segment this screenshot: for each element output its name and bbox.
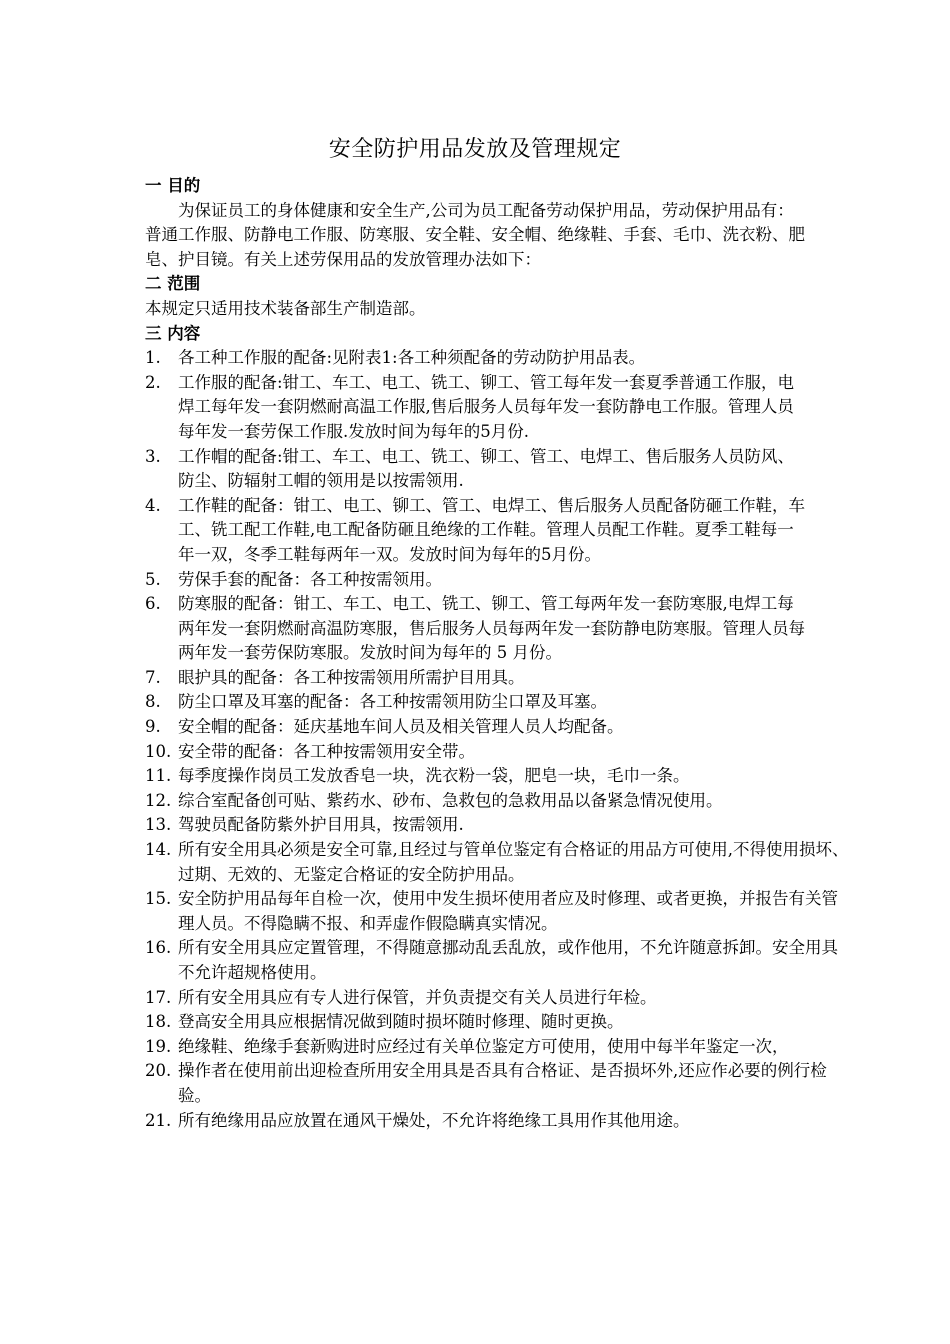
item-number: 15. [145, 889, 172, 909]
list-item [145, 740, 850, 765]
item-text: 所有绝缘用品应放置在通风干燥处，不允许将绝缘工具用作其他用途。 [178, 1110, 690, 1130]
item-number: 2. [145, 372, 161, 392]
list-item [145, 813, 850, 838]
document-title: 安全防护用品发放及管理规定 [328, 137, 622, 162]
document-body [145, 174, 850, 1133]
item-number: 10. [145, 741, 172, 761]
item-number: 18. [145, 1012, 172, 1032]
item-number: 14. [145, 840, 172, 860]
list-item [145, 592, 808, 666]
item-number: 21. [145, 1110, 172, 1130]
item-number: 20. [145, 1061, 172, 1081]
item-text: 登高安全用具应根据情况做到随时损坏随时修理、随时更换。 [178, 1012, 624, 1032]
item-number: 19. [145, 1036, 172, 1056]
item-number: 11. [145, 766, 172, 786]
section-text-scope: 本规定只适用技术装备部生产制造部。 [145, 298, 426, 318]
list-item [145, 838, 850, 887]
item-text: 所有安全用具应定置管理，不得随意挪动乱丢乱放，或作他用，不允许随意拆卸。安全用具不允许超规格使用。 [178, 938, 838, 982]
item-text: 安全带的配备：各工种按需领用安全带。 [178, 741, 475, 761]
item-text: 眼护具的配备：各工种按需领用所需护目用具。 [178, 667, 525, 687]
list-item [145, 445, 808, 494]
item-text: 操作者在使用前出迎检查所用安全用具是否具有合格证、是否损坏外,还应作必要的例行检验。 [178, 1061, 827, 1105]
item-number: 5. [145, 569, 161, 589]
item-text: 工作服的配备:钳工、车工、电工、铣工、铆工、管工每年发一套夏季普通工作服，电焊工每年发一套阴燃耐高温工作服,售后服务人员每年发一套防静电工作服。管理人员每年发一套劳保工作服.发放时间为每年的5月份. [178, 372, 795, 441]
item-text: 防寒服的配备：钳工、车工、电工、铣工、铆工、管工每两年发一套防寒服,电焊工每两年发一套阴燃耐高温防寒服，售后服务人员每两年发一套防静电防寒服。管理人员每两年发一套劳保防寒服。发放时间为每年的 5 月份。 [178, 594, 805, 663]
item-text: 综合室配备创可贴、紫药水、砂布、急救包的急救用品以备紧急情况使用。 [178, 790, 723, 810]
item-text: 工作鞋的配备：钳工、电工、铆工、管工、电焊工、售后服务人员配备防砸工作鞋，车工、铣工配工作鞋,电工配备防砸且绝缘的工作鞋。管理人员配工作鞋。夏季工鞋每一年一双，冬季工鞋每两年一双。发放时间为每年的5月份。 [178, 495, 805, 564]
item-number: 17. [145, 987, 172, 1007]
item-number: 8. [145, 692, 161, 712]
item-text: 绝缘鞋、绝缘手套新购进时应经过有关单位鉴定方可使用，使用中每半年鉴定一次， [178, 1036, 789, 1056]
item-text: 各工种工作服的配备:见附表1:各工种须配备的劳动防护用品表。 [178, 348, 646, 368]
list-item [145, 789, 850, 814]
item-text: 所有安全用具必须是安全可靠,且经过与管单位鉴定有合格证的用品方可使用,不得使用损坏、过期、无效的、无鉴定合格证的安全防护用品。 [178, 840, 849, 884]
list-item [145, 1010, 850, 1035]
item-text: 防尘口罩及耳塞的配备：各工种按需领用防尘口罩及耳塞。 [178, 692, 607, 712]
item-text: 安全防护用品每年自检一次，使用中发生损坏使用者应及时修理、或者更换，并报告有关管理人员。不得隐瞒不报、和弄虚作假隐瞒真实情况。 [178, 889, 838, 933]
item-text: 劳保手套的配备：各工种按需领用。 [178, 569, 442, 589]
section-text-purpose: 为保证员工的身体健康和安全生产,公司为员工配备劳动保护用品，劳动保护用品有：普通工作服、防静电工作服、防寒服、安全鞋、安全帽、绝缘鞋、手套、毛巾、洗衣粉、肥皂、护目镜。有关上述劳保用品的发放管理办法如下： [145, 200, 805, 269]
item-number: 3. [145, 446, 161, 466]
content-list [145, 346, 850, 1133]
list-item [145, 715, 850, 740]
section-heading-content: 三 内容 [145, 323, 201, 343]
list-item [145, 1109, 850, 1134]
list-item [145, 936, 850, 985]
list-item [145, 568, 850, 593]
item-text: 工作帽的配备:钳工、车工、电工、铣工、铆工、管工、电焊工、售后服务人员防风、防尘、防辐射工帽的领用是以按需领用. [178, 446, 795, 491]
list-item [145, 1035, 850, 1060]
item-number: 6. [145, 594, 161, 614]
item-text: 驾驶员配备防紫外护目用具，按需领用. [178, 815, 464, 835]
section-heading-purpose: 一 目的 [145, 176, 201, 195]
list-item [145, 666, 850, 691]
section-heading-scope: 二 范围 [145, 274, 201, 294]
item-text: 安全帽的配备：延庆基地车间人员及相关管理人员人均配备。 [178, 717, 624, 737]
item-number: 9. [145, 717, 161, 737]
list-item [145, 371, 808, 445]
list-item [145, 764, 850, 789]
list-item [145, 887, 850, 936]
list-item [145, 494, 808, 568]
item-number: 16. [145, 938, 172, 958]
item-number: 13. [145, 815, 172, 835]
item-number: 7. [145, 667, 161, 687]
list-item [145, 346, 850, 371]
item-number: 4. [145, 495, 161, 515]
item-text: 所有安全用具应有专人进行保管，并负责提交有关人员进行年检。 [178, 987, 657, 1007]
item-text: 每季度操作岗员工发放香皂一块，洗衣粉一袋，肥皂一块，毛巾一条。 [178, 766, 690, 786]
list-item [145, 690, 850, 715]
item-number: 1. [145, 348, 161, 368]
list-item [145, 986, 850, 1011]
item-number: 12. [145, 790, 172, 810]
list-item [145, 1059, 850, 1108]
